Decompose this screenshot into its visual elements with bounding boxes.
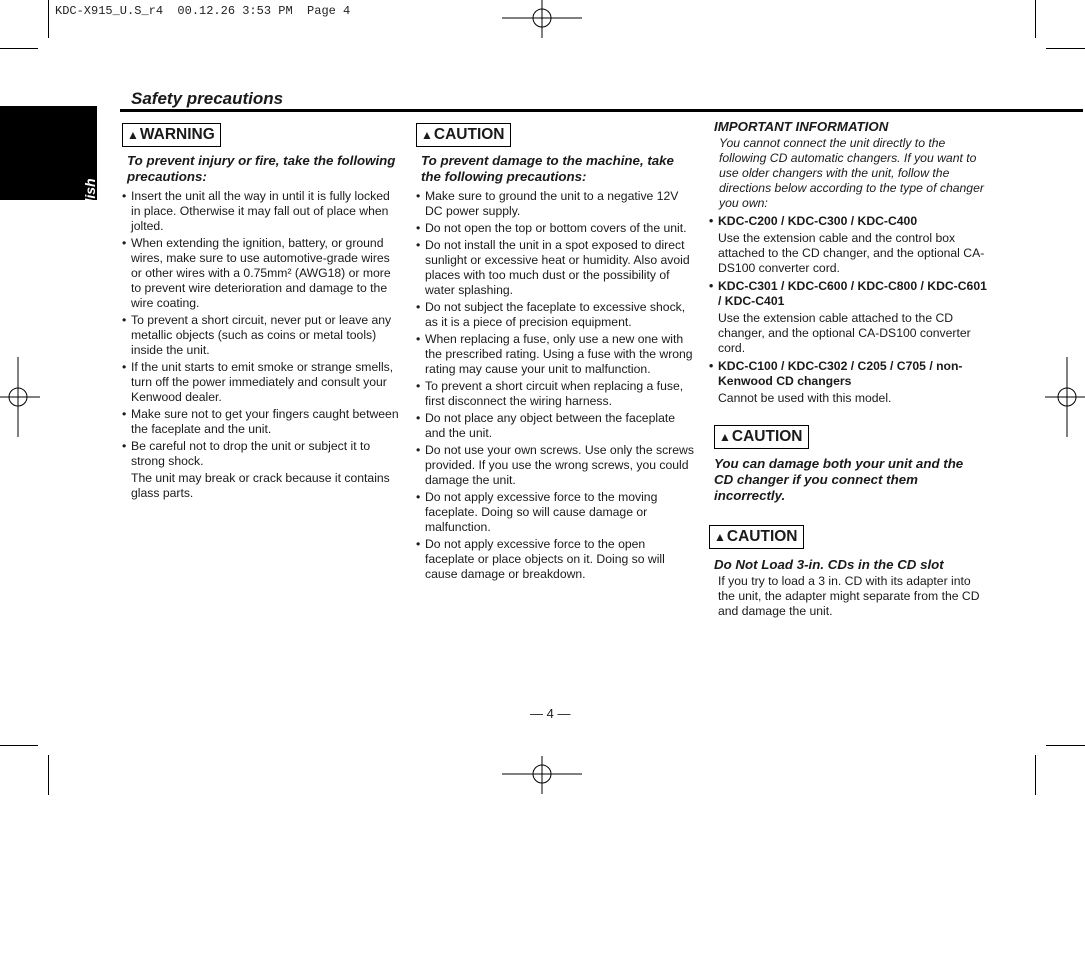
registration-mark-icon xyxy=(1045,357,1085,437)
changer-model-list-3: • KDC-C100 / KDC-C302 / C205 / C705 / non-Kenwood CD changers xyxy=(709,359,989,389)
crop-mark xyxy=(1046,745,1085,746)
registration-mark-icon xyxy=(0,357,40,437)
caution-label-box xyxy=(709,525,804,549)
title-rule xyxy=(120,109,1083,112)
warning-list xyxy=(122,189,402,501)
list-item-text: Be careful not to drop the unit or subject it to strong shock. xyxy=(131,439,371,468)
caution-label-box xyxy=(714,425,809,449)
warning-triangle-icon: ▲ xyxy=(127,128,139,142)
caution-cd-heading: Do Not Load 3-in. CDs in the CD slot xyxy=(714,557,944,572)
crop-mark xyxy=(1046,48,1085,49)
important-info-intro: You cannot connect the unit directly to the following CD automatic changers. If you want to use older changers with the unit, follow the directions below according to the type of changer you own: xyxy=(719,136,984,210)
crop-mark xyxy=(1035,755,1036,795)
list-item: • Do not use your own screws. Use only the screws provided. If you use the wrong screws, you could damage the unit. xyxy=(416,443,694,488)
caution-label-box xyxy=(416,123,511,147)
language-tab xyxy=(0,106,98,229)
caution-changer-text: You can damage both your unit and the CD changer if you connect them incorrectly. xyxy=(714,456,964,503)
caution-machine-list xyxy=(416,189,694,582)
caution-label: CAUTION xyxy=(726,528,798,545)
crop-mark xyxy=(48,0,49,38)
list-item: • To prevent a short circuit when replacing a fuse, first disconnect the wiring harness. xyxy=(416,379,694,409)
list-item: • Do not apply excessive force to the open faceplate or place objects on it. Doing so will cause damage or breakdown. xyxy=(416,537,694,582)
registration-mark-icon xyxy=(502,756,582,796)
list-item: • Do not subject the faceplate to excessive shock, as it is a piece of precision equipment. xyxy=(416,300,694,330)
caution-machine-lead: To prevent damage to the machine, take the following precautions: xyxy=(421,153,674,184)
list-item-note: The unit may break or crack because it contains glass parts. xyxy=(131,471,390,500)
crop-mark xyxy=(0,745,38,746)
list-item: • Insert the unit all the way in until it is fully locked in place. Otherwise it may fall out of place when jolted. xyxy=(122,189,402,234)
caution-label: CAUTION xyxy=(731,428,803,445)
warning-triangle-icon: ▲ xyxy=(719,430,731,444)
warning-column xyxy=(122,123,402,503)
crop-mark xyxy=(1035,0,1036,38)
warning-lead: To prevent injury or fire, take the following precautions: xyxy=(127,153,396,184)
page-number: — 4 — xyxy=(530,706,571,721)
list-item: • Make sure not to get your fingers caught between the faceplate and the unit. xyxy=(122,407,402,437)
warning-triangle-icon: ▲ xyxy=(421,128,433,142)
list-item: • If the unit starts to emit smoke or strange smells, turn off the power immediately and consult your Kenwood dealer. xyxy=(122,360,402,405)
important-info-title: IMPORTANT INFORMATION xyxy=(714,119,889,134)
list-item: • Do not install the unit in a spot exposed to direct sunlight or excessive heat or humidity. Also avoid places with too much dust or the possibility of water splashing. xyxy=(416,238,694,298)
section-title: Safety precautions xyxy=(131,89,284,108)
print-slug: KDC-X915_U.S_r4 00.12.26 3:53 PM Page 4 xyxy=(55,4,351,18)
changer-model-desc-1: Use the extension cable and the control box attached to the CD changer, and the optional CA-DS100 converter cord. xyxy=(718,231,985,275)
crop-mark xyxy=(48,755,49,795)
crop-mark xyxy=(0,48,38,49)
warning-label-box xyxy=(122,123,221,147)
caution-changer-block xyxy=(714,425,984,508)
list-item: • When replacing a fuse, only use a new one with the prescribed rating. Using a fuse with the wrong rating may cause your unit to malfunction. xyxy=(416,332,694,377)
warning-triangle-icon: ▲ xyxy=(714,530,726,544)
registration-mark-icon xyxy=(502,0,582,40)
caution-label: CAUTION xyxy=(433,126,505,143)
language-tab-label: English xyxy=(82,178,98,229)
list-item: • Make sure to ground the unit to a negative 12V DC power supply. xyxy=(416,189,694,219)
changer-model-list-2: • KDC-C301 / KDC-C600 / KDC-C800 / KDC-C601 / KDC-C401 xyxy=(709,279,989,309)
caution-cd-block xyxy=(709,525,984,619)
changer-model-list-1: • KDC-C200 / KDC-C300 / KDC-C400 xyxy=(709,214,989,229)
list-item: • Do not apply excessive force to the moving faceplate. Doing so will cause damage or malfunction. xyxy=(416,490,694,535)
list-item: • Do not open the top or bottom covers of the unit. xyxy=(416,221,694,236)
changer-model-desc-2: Use the extension cable attached to the CD changer, and the optional CA-DS100 converter cord. xyxy=(718,311,971,355)
list-item: • When extending the ignition, battery, or ground wires, make sure to use automotive-grade wires or other wires with a 0.75mm² (AWG18) or more to prevent wire deterioration and damage to the wire coating. xyxy=(122,236,402,311)
list-item: • To prevent a short circuit, never put or leave any metallic objects (such as coins or metal tools) inside the unit. xyxy=(122,313,402,358)
list-item xyxy=(122,439,402,501)
list-item: • Do not place any object between the faceplate and the unit. xyxy=(416,411,694,441)
changer-model-desc-3: Cannot be used with this model. xyxy=(718,391,892,405)
caution-machine-column xyxy=(416,123,694,584)
important-info-column xyxy=(709,119,989,406)
warning-label: WARNING xyxy=(139,126,215,143)
caution-cd-text: If you try to load a 3 in. CD with its adapter into the unit, the adapter might separate from the CD and damage the unit. xyxy=(718,574,980,618)
